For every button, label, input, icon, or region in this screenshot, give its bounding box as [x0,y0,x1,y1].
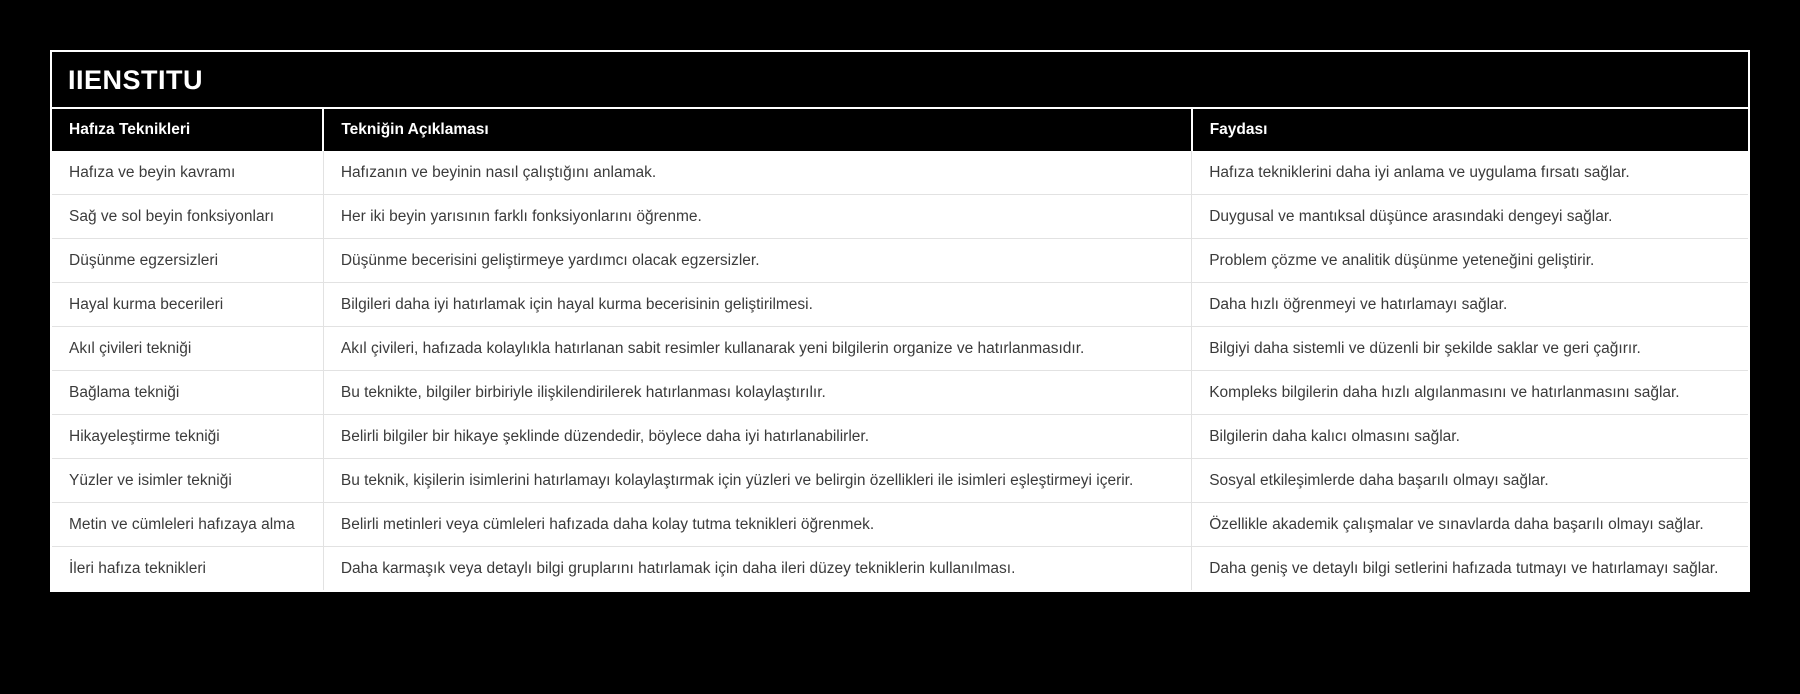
cell-description: Daha karmaşık veya detaylı bilgi gruplarını hatırlamak için daha ileri düzey tekniklerin kullanılması. [323,547,1191,591]
table-row [52,459,1748,503]
cell-technique: Bağlama tekniği [52,371,323,415]
cell-description: Bu teknik, kişilerin isimlerini hatırlamayı kolaylaştırmak için yüzleri ve belirgin özellikleri ile isimleri eşleştirmeyi içerir. [323,459,1191,503]
table-row [52,327,1748,371]
cell-description: Düşünme becerisini geliştirmeye yardımcı olacak egzersizler. [323,239,1191,283]
cell-benefit: Hafıza tekniklerini daha iyi anlama ve uygulama fırsatı sağlar. [1192,151,1748,195]
cell-benefit: Özellikle akademik çalışmalar ve sınavlarda daha başarılı olmayı sağlar. [1192,503,1748,547]
cell-description: Bu teknikte, bilgiler birbiriyle ilişkilendirilerek hatırlanması kolaylaştırılır. [323,371,1191,415]
cell-description: Her iki beyin yarısının farklı fonksiyonlarını öğrenme. [323,195,1191,239]
cell-technique: Sağ ve sol beyin fonksiyonları [52,195,323,239]
cell-description: Akıl çivileri, hafızada kolaylıkla hatırlanan sabit resimler kullanarak yeni bilgilerin organize ve hatırlanmasıdır. [323,327,1191,371]
cell-benefit: Kompleks bilgilerin daha hızlı algılanmasını ve hatırlanmasını sağlar. [1192,371,1748,415]
column-header-technique: Hafıza Teknikleri [52,108,323,151]
brand-title: IIENSTITU [68,65,204,95]
cell-technique: Yüzler ve isimler tekniği [52,459,323,503]
table-row [52,195,1748,239]
table-row [52,239,1748,283]
header-row [52,108,1748,151]
cell-benefit: Sosyal etkileşimlerde daha başarılı olmayı sağlar. [1192,459,1748,503]
cell-benefit: Daha geniş ve detaylı bilgi setlerini hafızada tutmayı ve hatırlamayı sağlar. [1192,547,1748,591]
table-row [52,151,1748,195]
cell-technique: Hafıza ve beyin kavramı [52,151,323,195]
column-header-description: Tekniğin Açıklaması [323,108,1191,151]
table-row [52,415,1748,459]
cell-description: Bilgileri daha iyi hatırlamak için hayal kurma becerisinin geliştirilmesi. [323,283,1191,327]
brand-bar [52,52,1748,107]
column-header-benefit: Faydası [1192,108,1748,151]
cell-technique: İleri hafıza teknikleri [52,547,323,591]
table-row [52,503,1748,547]
document-frame [50,50,1750,592]
cell-technique: Hikayeleştirme tekniği [52,415,323,459]
memory-techniques-table [52,107,1748,590]
table-row [52,283,1748,327]
cell-benefit: Duygusal ve mantıksal düşünce arasındaki dengeyi sağlar. [1192,195,1748,239]
table-body [52,151,1748,590]
cell-description: Belirli metinleri veya cümleleri hafızada daha kolay tutma teknikleri öğrenmek. [323,503,1191,547]
table-row [52,371,1748,415]
cell-benefit: Daha hızlı öğrenmeyi ve hatırlamayı sağlar. [1192,283,1748,327]
cell-benefit: Bilgiyi daha sistemli ve düzenli bir şekilde saklar ve geri çağırır. [1192,327,1748,371]
cell-technique: Düşünme egzersizleri [52,239,323,283]
cell-description: Hafızanın ve beyinin nasıl çalıştığını anlamak. [323,151,1191,195]
table-header [52,108,1748,151]
cell-benefit: Bilgilerin daha kalıcı olmasını sağlar. [1192,415,1748,459]
cell-benefit: Problem çözme ve analitik düşünme yeteneğini geliştirir. [1192,239,1748,283]
cell-technique: Hayal kurma becerileri [52,283,323,327]
cell-description: Belirli bilgiler bir hikaye şeklinde düzendedir, böylece daha iyi hatırlanabilirler. [323,415,1191,459]
cell-technique: Akıl çivileri tekniği [52,327,323,371]
table-row [52,547,1748,591]
cell-technique: Metin ve cümleleri hafızaya alma [52,503,323,547]
